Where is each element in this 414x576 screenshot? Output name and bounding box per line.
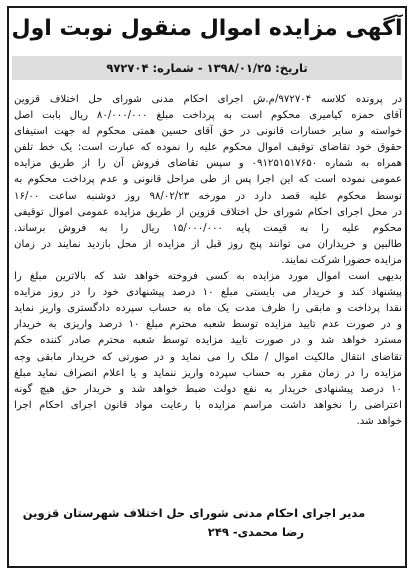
body-line: حقوق خود تقاضای توقیف اموال محکوم علیه را نموده که عبارت است: یک خط تلفن [14, 142, 402, 154]
body-line: مزایده را در زمان مقرر به حساب سپرده واریز ننماید و یا اعلام انصراف نماید مبلغ [14, 367, 402, 379]
body-line: نقدا پرداخت و مابقی را ظرف مدت یک ماه به حساب سپرده دادگستری واریز نماید [14, 303, 402, 315]
body-line: خواهد شد. [356, 415, 402, 427]
body-line: خواسته و سایر خسارات قانونی در حق آقای حسین همتی محکوم له جهت استیفای [14, 126, 402, 138]
signer-name: رضا محمدی- ۲۴۹ [207, 525, 304, 539]
body-line: بدیهی است اموال مورد مزایده به کسی فروخته خواهد شد که بالاترین مبلغ را [14, 271, 402, 283]
notice-body [14, 92, 402, 430]
body-line: توسط محکوم علیه قصد دارد در مورخه ۹۸/۰۲/۲۳ روز دوشنبه ساعت ۱۶/۰۰ [14, 190, 402, 202]
body-line: در پرونده کلاسه ۹۷۲۷۰۴/م.ش اجرای احکام مدنی شورای حل اختلاف قزوین [14, 94, 402, 105]
body-line: در محل اجرای احکام شورای حل اختلاف قزوین از طریق مزایده عمومی اموال توقیفی [14, 206, 402, 218]
body-line: اعتراضی را نخواهد داشت مراسم مزایده با رعایت مواد قانون اجرای احکام اجرا [14, 399, 402, 411]
body-line: آقای حمزه کیامیری محکوم است به پرداخت مبلغ ۸۰/۰۰۰/۰۰۰ ریال بابت اصل [14, 110, 402, 122]
body-line: همراه به شماره ۰۹۱۲۵۱۵۱۷۶۵۰ و سپس تقاضای فروش آن را از طریق مزایده [14, 158, 402, 170]
body-line: پیشنهاد کند و خریدار می بایستی مبلغ ۱۰ درصد پیشنهادی خود را در روز مزایده [14, 287, 402, 299]
body-line: طالبین و خریداران می توانند پنج روز قبل از مزایده از محل بازدید نمایند در زمان [14, 238, 402, 250]
body-line: ۱۰ درصد پیشنهادی خریدار به نفع دولت ضبط خواهد شد و خریدار حق هیچ گونه [14, 383, 402, 395]
signature-block [0, 504, 414, 542]
body-line: محکوم علیه را به قیمت پایه ۱۵/۰۰۰/۰۰۰ ریال را به فروش برساند. [14, 222, 402, 234]
body-line: مسترد خواهد شد و در صورت تایید مزایده توسط شعبه محترم صادر کننده حکم [14, 335, 402, 347]
body-line: و در صورت عدم تایید مزایده توسط شعبه محترم مبلغ ۱۰ درصد واریزی به خریدار [14, 319, 402, 331]
notice-title: آگهی مزایده اموال منقول نوبت اول [11, 16, 403, 41]
signer-office: مدیر اجرای احکام مدنی شورای حل اختلاف شهرستان قزوین [22, 506, 366, 520]
paragraph-auction-terms [14, 269, 402, 430]
body-line: عمومی نموده است که این اجرا پس از طی مراحل قانونی و عدم پرداخت محکوم به [14, 174, 402, 186]
notice-date-number: تاریخ: ۱۳۹۸/۰۱/۲۵ - شماره: ۹۷۲۷۰۴ [12, 56, 402, 80]
body-line: مزایده حضورا شرکت نمایند. [281, 254, 402, 266]
paragraph-case-details [14, 92, 402, 269]
body-line: تقاضای انتقال مالکیت اموال / ملک را می نماید و در صورتی که خریدار مابقی وجه [14, 351, 402, 363]
